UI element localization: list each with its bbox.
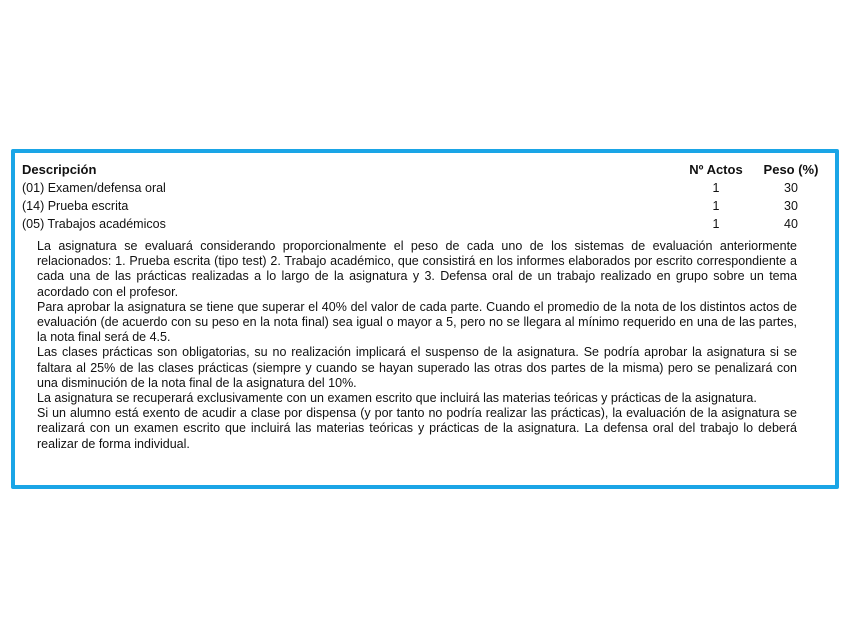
table-row bbox=[22, 215, 828, 233]
row-desc: (05) Trabajos académicos bbox=[22, 217, 166, 231]
row-peso: 40 bbox=[784, 217, 798, 231]
evaluation-table bbox=[22, 161, 828, 233]
row-desc: (14) Prueba escrita bbox=[22, 199, 129, 213]
table-header-row bbox=[22, 161, 828, 179]
paragraph-exemption: Si un alumno está exento de acudir a clase por dispensa (y por tanto no podría realizar las prácticas), la evaluación de la asignatura se realizará con un examen escrito que incluirá las materias teóricas y prácticas de la asignatura. La defensa oral del trabajo lo deberá realizar de forma individual. bbox=[37, 406, 797, 451]
paragraph-practical-classes: Las clases prácticas son obligatorias, su no realización implicará el suspenso de la asignatura. Se podría aprobar la asignatura si se faltara al 25% de las clases prácticas (siempre y cuando se hayan superado las otras dos partes de la misma) pero se penalizará con una disminución de la nota final de la asignatura del 10%. bbox=[37, 345, 797, 390]
row-desc: (01) Examen/defensa oral bbox=[22, 181, 166, 195]
evaluation-frame bbox=[11, 149, 839, 489]
evaluation-description bbox=[37, 239, 797, 452]
table-row bbox=[22, 179, 828, 197]
header-descripcion: Descripción bbox=[22, 162, 97, 177]
table-row bbox=[22, 197, 828, 215]
paragraph-evaluation-method: La asignatura se evaluará considerando proporcionalmente el peso de cada uno de los sistemas de evaluación anteriormente relacionados: 1. Prueba escrita (tipo test) 2. Trabajo académico, que consistirá en los informes elaborados por escrito correspondiente a cada una de las prácticas realizadas a lo largo de la asignatura y 3. Defensa oral de un trabajo realizado en grupo sobre un tema acordado con el profesor. bbox=[37, 239, 797, 299]
header-actos: Nº Actos bbox=[689, 162, 743, 177]
row-peso: 30 bbox=[784, 199, 798, 213]
row-actos: 1 bbox=[712, 217, 720, 231]
row-actos: 1 bbox=[712, 181, 720, 195]
row-actos: 1 bbox=[712, 199, 720, 213]
paragraph-recovery: La asignatura se recuperará exclusivamente con un examen escrito que incluirá las materias teóricas y prácticas de la asignatura. bbox=[37, 391, 757, 406]
paragraph-pass-requirements: Para aprobar la asignatura se tiene que superar el 40% del valor de cada parte. Cuando el promedio de la nota de los distintos actos de evaluación (de acuerdo con su peso en la nota final) sea igual o mayor a 5, pero no se llegara al mínimo requerido en una de las partes, la nota final será de 4.5. bbox=[37, 299, 797, 345]
header-peso: Peso (%) bbox=[763, 162, 819, 177]
row-peso: 30 bbox=[784, 181, 798, 195]
